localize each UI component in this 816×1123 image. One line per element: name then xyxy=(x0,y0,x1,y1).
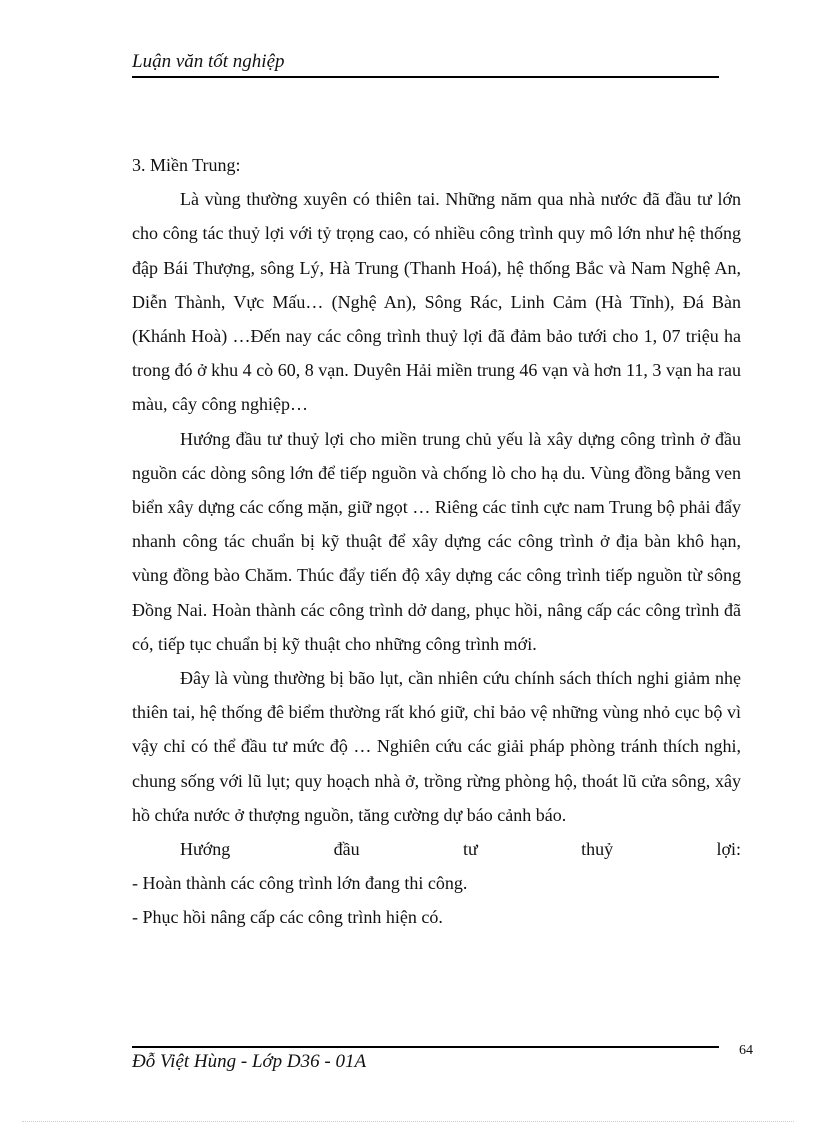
orientation-word: đầu xyxy=(333,839,360,860)
paragraph: Là vùng thường xuyên có thiên tai. Những năm qua nhà nước đã đầu tư lớn cho công tác thuỷ lợi với tỷ trọng cao, có nhiều công trình quy mô lớn như hệ thống đập Bái Thượng, sông Lý, Hà Trung (Thanh Hoá), hệ thống Bắc và Nam Nghệ An, Diễn Thành, Vực Mấu… (Nghệ An), Sông Rác, Linh Cảm (Hà Tĩnh), Đá Bàn (Khánh Hoà) …Đến nay các công trình thuỷ lợi đã đảm bảo tưới cho 1, 07 triệu ha trong đó ở khu 4 cò 60, 8 vạn. Duyên Hải miền trung 46 vạn và hơn 11, 3 vạn ha rau màu, cây công nghiệp… xyxy=(132,189,741,415)
main-content xyxy=(132,148,741,935)
orientation-word: lợi: xyxy=(716,839,741,860)
orientation-word: thuỷ xyxy=(581,839,614,860)
header-divider xyxy=(132,76,719,78)
orientation-word: tư xyxy=(462,839,478,860)
investment-orientation-line xyxy=(132,832,741,866)
page-number: 64 xyxy=(739,1043,753,1058)
header-title: Luận văn tốt nghiệp xyxy=(132,51,285,72)
footer-author: Đỗ Việt Hùng - Lớp D36 - 01A xyxy=(132,1051,367,1072)
footer-divider xyxy=(132,1046,719,1048)
paragraph: Đây là vùng thường bị bão lụt, cần nhiên cứu chính sách thích nghi giảm nhẹ thiên tai, hệ thống đê biểm thường rất khó giữ, chỉ bảo vệ những vùng nhỏ cục bộ vì vậy chỉ có thể đầu tư mức độ … Nghiên cứu các giải pháp phòng tránh thích nghi, chung sống với lũ lụt; quy hoạch nhà ở, trồng rừng phòng hộ, thoát lũ cửa sông, xây hồ chứa nước ở thượng nguồn, tăng cường dự báo cảnh báo. xyxy=(132,668,741,825)
paragraph: Hướng đầu tư thuỷ lợi cho miền trung chủ yếu là xây dựng công trình ở đầu nguồn các dòng sông lớn để tiếp nguồn và chống lò cho hạ du. Vùng đồng bằng ven biển xây dựng các cống mặn, giữ ngọt … Riêng các tỉnh cực nam Trung bộ phải đẩy nhanh công tác chuẩn bị kỹ thuật để xây dựng các công trình ở địa bàn khô hạn, vùng đồng bào Chăm. Thúc đẩy tiến độ xây dựng các công trình tiếp nguồn từ sông Đồng Nai. Hoàn thành các công trình dở dang, phục hồi, nâng cấp các công trình đã có, tiếp tục chuẩn bị kỹ thuật cho những công trình mới. xyxy=(132,428,741,654)
orientation-word: Hướng xyxy=(180,839,231,860)
section-heading: 3. Miền Trung: xyxy=(132,155,241,175)
bullet-item: - Phục hồi nâng cấp các công trình hiện có. xyxy=(132,907,443,928)
page-bottom-edge xyxy=(22,1121,794,1122)
bullet-item: - Hoàn thành các công trình lớn đang thi công. xyxy=(132,873,468,894)
